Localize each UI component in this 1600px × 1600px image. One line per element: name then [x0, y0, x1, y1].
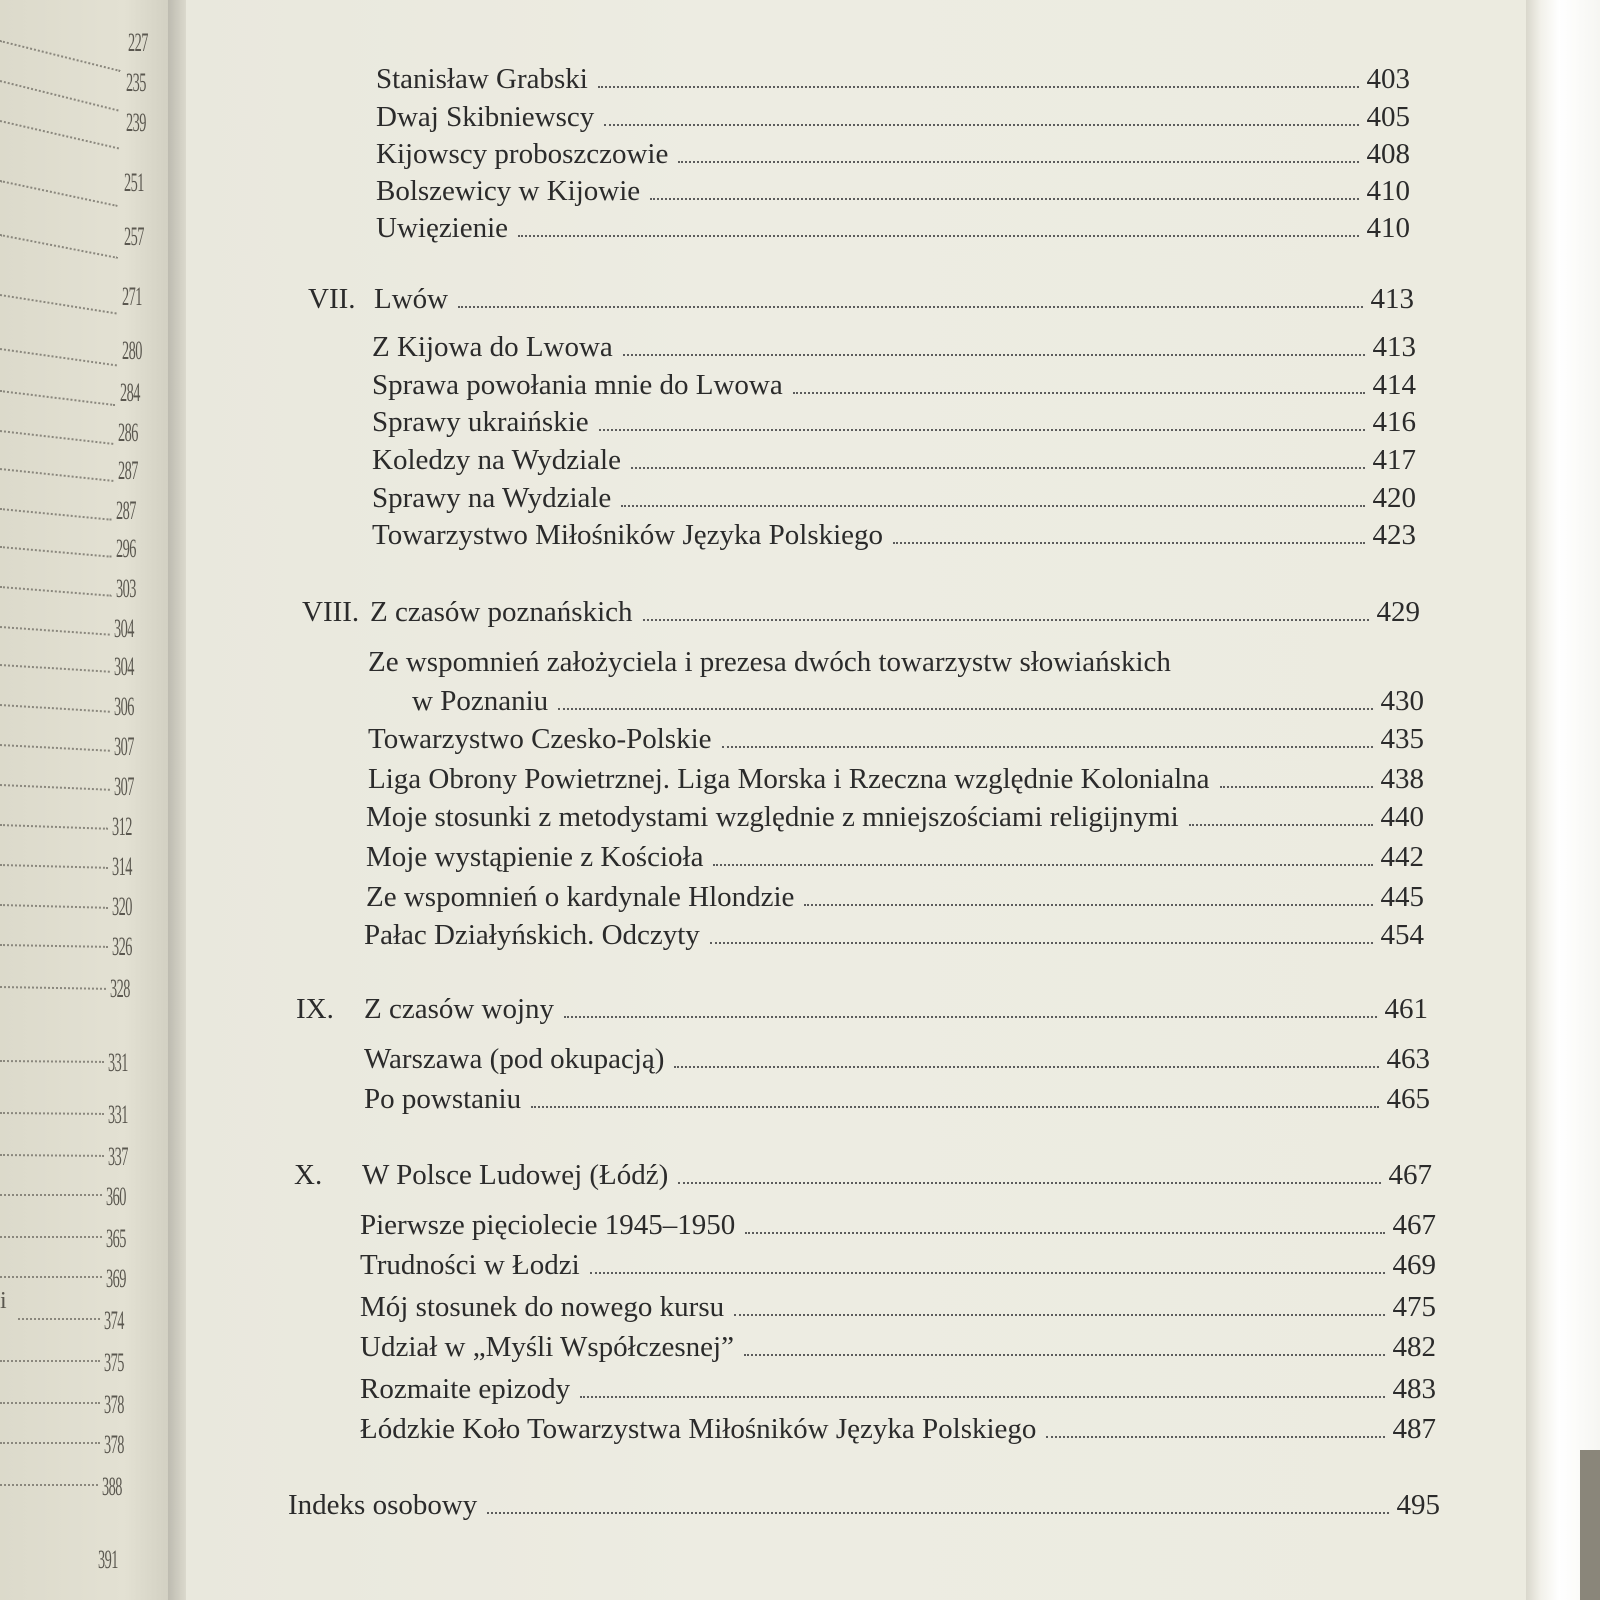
- left-page-number: 296: [116, 534, 136, 563]
- toc-entry: [364, 1082, 1430, 1116]
- toc-page-number: 410: [1366, 175, 1410, 207]
- left-page-number: 286: [118, 418, 138, 447]
- toc-entry: [372, 481, 1416, 515]
- left-page-number: 235: [126, 68, 146, 97]
- toc-chapter-viii: [370, 595, 1420, 629]
- previous-page-strip: [0, 0, 178, 1600]
- left-page-number: 280: [122, 336, 142, 365]
- toc-title: Moje wystąpienie z Kościoła: [366, 841, 704, 873]
- left-page-leader: [0, 824, 108, 830]
- toc-entry: [360, 1372, 1436, 1406]
- toc-title: Z czasów wojny: [364, 993, 555, 1025]
- toc-page-number: 461: [1384, 993, 1428, 1025]
- toc-page-number: 416: [1372, 406, 1416, 438]
- toc-page-number: 442: [1380, 841, 1424, 873]
- dot-leader: [531, 1106, 1378, 1108]
- toc-entry: [360, 1248, 1436, 1282]
- toc-index: [288, 1488, 1440, 1522]
- dot-leader: [1189, 824, 1373, 826]
- chapter-number: X.: [294, 1159, 323, 1191]
- dot-leader: [804, 904, 1372, 906]
- left-page-leader: [0, 1442, 100, 1444]
- left-page-leader: [0, 40, 121, 72]
- toc-chapter-vii: [374, 282, 1414, 316]
- toc-entry: [368, 762, 1424, 796]
- dot-leader: [623, 354, 1365, 356]
- toc-page-number: 420: [1372, 482, 1416, 514]
- left-page-leader: [0, 1112, 104, 1115]
- left-page-number: 304: [114, 652, 134, 681]
- page-edge: [1526, 0, 1600, 1600]
- left-page-leader: [0, 986, 106, 990]
- toc-title: Pałac Działyńskich. Odczyty: [364, 919, 700, 951]
- dot-leader: [745, 1232, 1384, 1234]
- toc-entry: [372, 443, 1416, 477]
- toc-title: Sprawy na Wydziale: [372, 482, 612, 514]
- toc-page-number: 403: [1366, 63, 1410, 95]
- left-page-number: 328: [110, 974, 130, 1003]
- left-page-number: 271: [122, 282, 142, 311]
- toc-page-number: 482: [1392, 1331, 1436, 1363]
- left-page-number: 314: [112, 852, 132, 881]
- left-page-number: 307: [114, 772, 134, 801]
- left-page-number: 331: [108, 1048, 128, 1077]
- left-page-leader: [0, 744, 110, 752]
- left-page-number: 303: [116, 574, 136, 603]
- left-page-leader: [0, 348, 117, 366]
- toc-page-number: 423: [1372, 519, 1416, 551]
- toc-title: Warszawa (pod okupacją): [364, 1043, 665, 1075]
- toc-entry: [360, 1330, 1436, 1364]
- toc-title: Ze wspomnień o kardynale Hlondzie: [366, 881, 795, 913]
- toc-entry: [372, 330, 1416, 364]
- toc-title: Udział w „Myśli Współczesnej”: [360, 1331, 734, 1363]
- toc-title: Mój stosunek do nowego kursu: [360, 1291, 725, 1323]
- left-page-leader: [0, 180, 118, 207]
- dot-leader: [678, 1182, 1380, 1184]
- toc-title: W Polsce Ludowej (Łódź): [362, 1159, 669, 1191]
- toc-page-number: 430: [1380, 685, 1424, 717]
- toc-title: Moje stosunki z metodystami względnie z mniejszościami religijnymi: [366, 801, 1179, 833]
- left-page-number: 326: [112, 932, 132, 961]
- toc-page-number: 413: [1370, 283, 1414, 315]
- edge-shadow: [1580, 1450, 1600, 1600]
- left-page-leader: [0, 784, 110, 791]
- left-page-number: 365: [106, 1224, 126, 1253]
- left-page-number: 369: [106, 1264, 126, 1293]
- toc-chapter-ix: [364, 992, 1428, 1026]
- chapter-number: VIII.: [302, 596, 360, 628]
- toc-page-number: 417: [1372, 444, 1416, 476]
- toc-page-number: 438: [1380, 763, 1424, 795]
- left-page-leader: [0, 1154, 104, 1157]
- toc-entry: [368, 722, 1424, 756]
- left-page-number: 307: [114, 732, 134, 761]
- toc-title: w Poznaniu: [412, 685, 549, 717]
- left-page-number: 239: [126, 108, 146, 137]
- dot-leader: [487, 1512, 1388, 1514]
- toc-entry: [376, 137, 1410, 171]
- left-page-number: 388: [102, 1472, 122, 1501]
- toc-title: Z Kijowa do Lwowa: [372, 331, 613, 363]
- toc-page-number: 495: [1396, 1489, 1440, 1521]
- left-page-leader: [0, 1194, 102, 1196]
- left-page-leader: [0, 508, 112, 521]
- toc-title: Łódzkie Koło Towarzystwa Miłośników Języka Polskiego: [360, 1413, 1037, 1445]
- left-page-number: 251: [124, 168, 144, 197]
- chapter-number: IX.: [296, 993, 334, 1025]
- left-page-number: 287: [118, 456, 138, 485]
- left-page-number: 306: [114, 692, 134, 721]
- left-page-leader: [0, 234, 118, 259]
- left-page-number: 284: [120, 378, 140, 407]
- left-page-leader: [0, 1276, 102, 1278]
- dot-leader: [621, 505, 1364, 507]
- toc-page-number: 467: [1388, 1159, 1432, 1191]
- toc-page-number: 440: [1380, 801, 1424, 833]
- left-page-leader: [18, 1318, 100, 1320]
- left-page-number: 331: [108, 1100, 128, 1129]
- dot-leader: [458, 306, 1362, 308]
- toc-title: Po powstaniu: [364, 1083, 522, 1115]
- toc-title: Koledzy na Wydziale: [372, 444, 621, 476]
- toc-title: Uwięzienie: [376, 212, 509, 244]
- toc-page-number: 467: [1392, 1209, 1436, 1241]
- toc-entry: [360, 1208, 1436, 1242]
- dot-leader: [678, 161, 1358, 163]
- toc-entry: [376, 211, 1410, 245]
- toc-entry: [412, 684, 1424, 718]
- dot-leader: [650, 198, 1358, 200]
- dot-leader: [558, 708, 1372, 710]
- toc-title: Bolszewicy w Kijowie: [376, 175, 641, 207]
- left-page-leader: [0, 864, 108, 869]
- toc-entry: [376, 174, 1410, 208]
- toc-entry: [364, 1042, 1430, 1076]
- left-page-leader: [0, 1236, 102, 1238]
- toc-title: Liga Obrony Powietrznej. Liga Morska i Rzeczna względnie Kolonialna: [368, 763, 1210, 795]
- dot-leader: [631, 467, 1365, 469]
- toc-title: Trudności w Łodzi: [360, 1249, 580, 1281]
- left-page-number: 378: [104, 1390, 124, 1419]
- toc-entry: [360, 1412, 1436, 1446]
- chapter-number: VII.: [308, 283, 356, 315]
- left-page-leader: [0, 294, 117, 314]
- dot-leader: [1220, 786, 1373, 788]
- left-page-number: 378: [104, 1430, 124, 1459]
- toc-entry: [366, 880, 1424, 914]
- left-page-number: 257: [124, 222, 144, 251]
- dot-leader: [590, 1272, 1385, 1274]
- left-page-leader: [0, 1402, 100, 1404]
- left-page-number: 320: [112, 892, 132, 921]
- toc-entry: [360, 1290, 1436, 1324]
- left-page-leader: [0, 704, 110, 713]
- toc-page-number: 465: [1386, 1083, 1430, 1115]
- dot-leader: [643, 619, 1369, 621]
- toc-page-number: 463: [1386, 1043, 1430, 1075]
- toc-entry: [372, 518, 1416, 552]
- dot-leader: [604, 124, 1358, 126]
- dot-leader: [518, 235, 1358, 237]
- toc-title: Stanisław Grabski: [376, 63, 588, 95]
- dot-leader: [710, 942, 1373, 944]
- toc-page-number: 408: [1366, 138, 1410, 170]
- dot-leader: [744, 1354, 1385, 1356]
- left-page-leader: [0, 390, 115, 406]
- left-page-number: 360: [106, 1182, 126, 1211]
- toc-page-number: 445: [1380, 881, 1424, 913]
- left-page-number: 304: [114, 614, 134, 643]
- toc-entry: [376, 62, 1410, 96]
- dot-leader: [893, 542, 1364, 544]
- left-page-fragment: i: [0, 1288, 6, 1314]
- toc-title: Dwaj Skibniewscy: [376, 101, 595, 133]
- dot-leader: [1046, 1436, 1384, 1438]
- left-page-leader: [0, 80, 119, 111]
- toc-chapter-x: [362, 1158, 1432, 1192]
- dot-leader: [599, 429, 1365, 431]
- toc-page-number: 454: [1380, 919, 1424, 951]
- left-page-number: 374: [104, 1306, 124, 1335]
- toc-title: Kijowscy proboszczowie: [376, 138, 669, 170]
- toc-page-number: 475: [1392, 1291, 1436, 1323]
- toc-entry: [376, 100, 1410, 134]
- left-page-leader: [0, 904, 108, 909]
- toc-title: Rozmaite epizody: [360, 1373, 571, 1405]
- left-page-number: 391: [98, 1545, 118, 1574]
- dot-leader: [722, 746, 1373, 748]
- toc-page-number: 483: [1392, 1373, 1436, 1405]
- toc-page-number: 405: [1366, 101, 1410, 133]
- toc-title: Towarzystwo Czesko-Polskie: [368, 723, 712, 755]
- toc-title: Lwów: [374, 283, 449, 315]
- toc-title: Towarzystwo Miłośników Języka Polskiego: [372, 519, 884, 551]
- toc-title: Sprawy ukraińskie: [372, 406, 589, 438]
- left-page-leader: [0, 626, 110, 636]
- toc-title: Z czasów poznańskich: [370, 596, 633, 628]
- toc-entry-first-line: Ze wspomnień założyciela i prezesa dwóch towarzystw słowiańskich: [368, 646, 1171, 678]
- toc-entry: [364, 918, 1424, 952]
- toc-page-number: 435: [1380, 723, 1424, 755]
- toc-page-number: 429: [1376, 596, 1420, 628]
- toc-title: Indeks osobowy: [288, 1489, 478, 1521]
- dot-leader: [713, 864, 1372, 866]
- left-page-leader: [0, 1360, 100, 1362]
- dot-leader: [793, 392, 1365, 394]
- dot-leader: [564, 1016, 1376, 1018]
- toc-title: Sprawa powołania mnie do Lwowa: [372, 369, 783, 401]
- toc-entry: [372, 368, 1416, 402]
- left-page-leader: [0, 1484, 98, 1486]
- left-page-number: 287: [116, 496, 136, 525]
- left-page-leader: [0, 430, 113, 445]
- toc-title: Pierwsze pięciolecie 1945–1950: [360, 1209, 736, 1241]
- left-page-number: 375: [104, 1348, 124, 1377]
- toc-page-number: 469: [1392, 1249, 1436, 1281]
- toc-page-number: 414: [1372, 369, 1416, 401]
- toc-page-number: 410: [1366, 212, 1410, 244]
- toc-page-number: 413: [1372, 331, 1416, 363]
- left-page-leader: [0, 586, 112, 597]
- left-page-leader: [0, 546, 112, 558]
- left-page-leader: [0, 1060, 104, 1063]
- left-page-number: 227: [128, 28, 148, 57]
- toc-entry: [366, 840, 1424, 874]
- left-page-number: 337: [108, 1142, 128, 1171]
- left-page-leader: [0, 664, 110, 673]
- toc-entry: [366, 800, 1424, 834]
- left-page-leader: [0, 944, 108, 948]
- left-page-leader: [0, 468, 113, 482]
- left-page-number: 312: [112, 812, 132, 841]
- dot-leader: [734, 1314, 1384, 1316]
- dot-leader: [674, 1066, 1378, 1068]
- toc-entry: [372, 405, 1416, 439]
- dot-leader: [598, 86, 1359, 88]
- dot-leader: [580, 1396, 1384, 1398]
- left-page-leader: [0, 120, 119, 149]
- toc-page-number: 487: [1392, 1413, 1436, 1445]
